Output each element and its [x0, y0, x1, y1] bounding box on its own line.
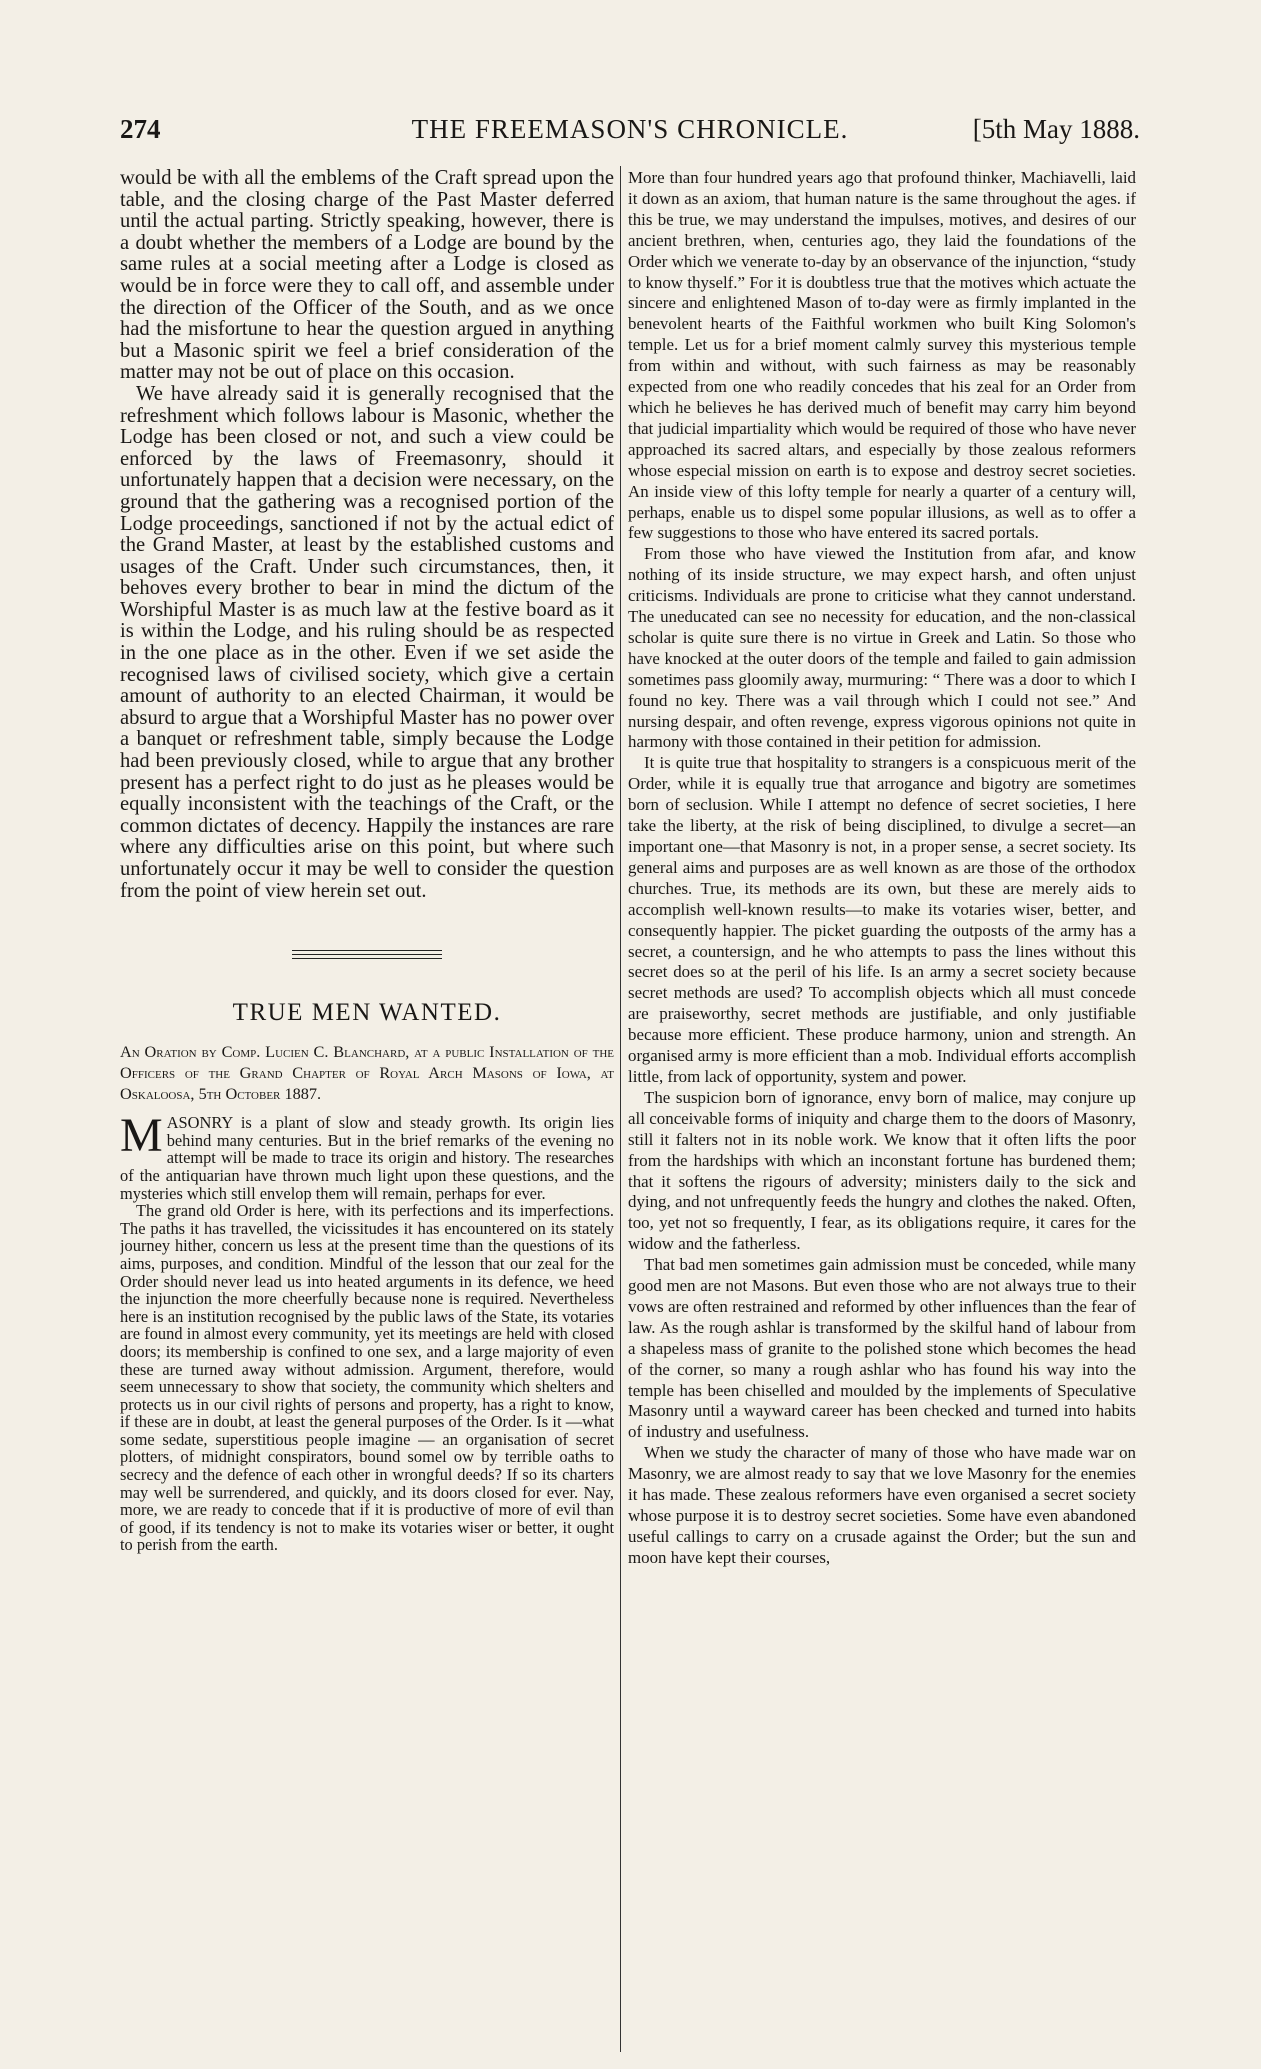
left-paragraph: We have already said it is generally recognised that the refreshment which follows labour is Masonic, whether the Lodge has been closed or not, and such a view could be enforced by the laws of Freemasonry, should it unfortunately happen that a decision were necessary, on the ground that the gathering was a recognised portion of the Lodge proceedings, sanctioned if not by the actual edict of the Grand Master, at least by the established customs and usages of the Craft. Under such circumstances, then, it behoves every brother to bear in mind the dictum of the Worshipful Master is as much law at the festive board as it is within the Lodge, and his ruling should be as respected in the one place as in the other. Even if we set aside the recognised laws of civilised society, which give a certain amount of authority to an elected Chairman, it would be absurd to argue that a Worshipful Master has no power over a banquet or refreshment table, simply because the Lodge had been previously closed, while to argue that any brother present has a perfect right to do just as he pleases would be equally inconsistent with the teachings of the Craft, or the common dictates of decency. Happily the instances are rare where any difficulties arise on this point, but where such unfortunately occur it may be well to consider the question from the point of view herein set out.	[120, 382, 614, 902]
left-column	[120, 168, 614, 1554]
article-title: TRUE MEN WANTED.	[232, 999, 502, 1027]
masthead: THE FREEMASON'S CHRONICLE.	[411, 114, 849, 144]
right-column	[628, 168, 1136, 1569]
article-body	[120, 1109, 614, 1555]
article-byline: An Oration by Comp. Lucien C. Blanchard, at a public Installation of the Officers of the Grand Chapter of Royal Arch Masons of Iowa, at Oskaloosa, 5th October 1887.	[120, 1042, 614, 1104]
article-paragraph-text: ASONRY is a plant of slow and steady growth. Its origin lies behind many centuries. But in the brief remarks of the evening no attempt will be made to trace its origin and history. The researches of the antiquarian have thrown much light upon these questions, and the mysteries which still envelop them will remain, perhaps for ever.	[120, 1113, 614, 1203]
right-paragraph: It is quite true that hospitality to strangers is a conspicuous merit of the Order, while it is equally true that arrogance and bigotry are sometimes born of seclusion. While I attempt no defence of secret societies, I here take the liberty, at the risk of being disciplined, to divulge a secret—an important one—that Masonry is not, in a proper sense, a secret society. Its general aims and purposes are as well known as are those of the orthodox churches. True, its methods are its own, but these are merely aids to accomplish well-known results—to make its votaries wiser, better, and consequently happier. The picket guarding the outposts of the army has a secret, a countersign, and he who attempts to pass the lines without this secret does so at the peril of his life. Is an army a secret society because secret methods are used? To accomplish objects which all must concede are praiseworthy, secret methods are justifiable, and only justifiable because more efficient. These produce harmony, union and strength. An organised army is more efficient than a mob. Individual efforts accomplish little, from lack of opportunity, system and power.	[628, 753, 1136, 1086]
drop-cap: M	[120, 1109, 163, 1163]
column-rule	[620, 166, 621, 2052]
section-divider	[292, 958, 442, 959]
right-paragraph: More than four hundred years ago that profound thinker, Machiavelli, laid it down as an axiom, that human nature is the same throughout the ages. if this be true, we may understand the impulses, motives, and desires of our ancient brethren, when, centuries ago, they laid the foundations of the Order which we venerate to-day by an observance of the injunction, “study to know thyself.” For it is doubtless true that the motives which actuate the sincere and enlightened Mason of to-day were as firmly implanted in the benevolent hearts of the Faithful workmen who built King Solomon's temple. Let us for a brief moment calmly survey this mysterious temple from within and without, with such fairness as may be reasonably expected from one who readily concedes that his zeal for an Order from which he believes he has derived much of benefit may carry him beyond that judicial impartiality which would be required of those who have never approached its sacred altars, and especially by those zealous reformers whose especial mission on earth is to expose and destroy secret societies. An inside view of this lofty temple for nearly a quarter of a century will, perhaps, enable us to dispel some popular illusions, as well as to offer a few suggestions to those who have entered its sacred portals.	[628, 168, 1136, 543]
article-paragraph: The grand old Order is here, with its perfections and its imperfections. The paths it has travelled, the vicissitudes it has encountered on its stately journey hither, concern us less at the present time than the questions of its aims, purposes, and condition. Mindful of the lesson that our zeal for the Order should never lead us into heated arguments in its defence, we heed the injunction the more cheerfully because none is required. Nevertheless here is an institution recognised by the public laws of the State, its votaries are found in almost every community, yet its meetings are held with closed doors; its membership is confined to one sex, and a large majority of even these are turned away without admission. Argument, therefore, would seem unnecessary to show that society, the community which shelters and protects us in our civil rights of persons and property, has a right to know, if these are in doubt, at least the general purposes of the Order. Is it —what some sedate, superstitious people imagine — an organisation of secret plotters, of midnight conspirators, bound somel ow by terrible oaths to secrecy and the defence of each other in wrongful deeds? If so its charters may well be surrendered, and quickly, and its doors closed for ever. Nay, more, we are ready to concede that if it is productive of more of evil than of good, if its tendency is not to make its votaries wiser or better, it ought to perish from the earth.	[120, 1201, 614, 1555]
left-paragraph: would be with all the emblems of the Craft spread upon the table, and the closing charge of the Past Master deferred until the actual parting. Strictly speaking, however, there is a doubt whether the members of a Lodge are bound by the same rules at a social meeting after a Lodge is closed as would be in force were they to call off, and assemble under the direction of the Officer of the South, and as we once had the misfortune to hear the question argued in anything but a Masonic spirit we feel a brief consideration of the matter may not be out of place on this occasion.	[120, 168, 614, 384]
section-divider	[292, 954, 442, 955]
right-paragraph: When we study the character of many of those who have made war on Masonry, we are almost ready to say that we love Masonry for the enemies it has made. These zealous reformers have even organised a secret society whose purpose it is to destroy secret societies. Some have even abandoned useful callings to carry on a crusade against the Order; but the sun and moon have kept their courses,	[628, 1443, 1136, 1567]
page-header	[120, 108, 1140, 148]
section-divider	[292, 950, 442, 951]
right-paragraph: The suspicion born of ignorance, envy born of malice, may conjure up all conceivable forms of iniquity and charge them to the doors of Masonry, still it falters not in its noble work. We know that it often lifts the poor from the hardships with which an inconstant fortune has burdened them; that it softens the rigours of adversity; ministers daily to the sick and dying, and not unfrequently feeds the hungry and clothes the naked. Often, too, yet not so frequently, I fear, as its obligations require, it cares for the widow and the fatherless.	[628, 1087, 1136, 1254]
right-paragraph: From those who have viewed the Institution from afar, and know nothing of its inside structure, we may expect harsh, and often unjust criticisms. Individuals are prone to criticise what they cannot understand. The uneducated can see no necessity for education, and the non-classical scholar is quite sure there is no virtue in Greek and Latin. So those who have knocked at the outer doors of the temple and failed to gain admission sometimes pass gloomily away, murmuring: “ There was a door to which I found no key. There was a vail through which I could not see.” And nursing despair, and often revenge, express vigorous opinions not quite in harmony with those contained in their petition for admission.	[628, 544, 1136, 752]
page-number: 274	[120, 114, 161, 144]
issue-date: [5th May 1888.	[972, 114, 1140, 144]
right-paragraph: That bad men sometimes gain admission must be conceded, while many good men are not Masons. But even those who are not always true to their vows are often restrained and reformed by other influences than the fear of law. As the rough ashlar is transformed by the skilful hand of labour from a shapeless mass of granite to the polished stone which becomes the head of the corner, so many a rough ashlar who has found his way into the temple has been chiselled and moulded by the implements of Speculative Masonry until a wayward career has been checked and turned into habits of industry and usefulness.	[628, 1255, 1136, 1442]
article-paragraph	[120, 1109, 614, 1203]
